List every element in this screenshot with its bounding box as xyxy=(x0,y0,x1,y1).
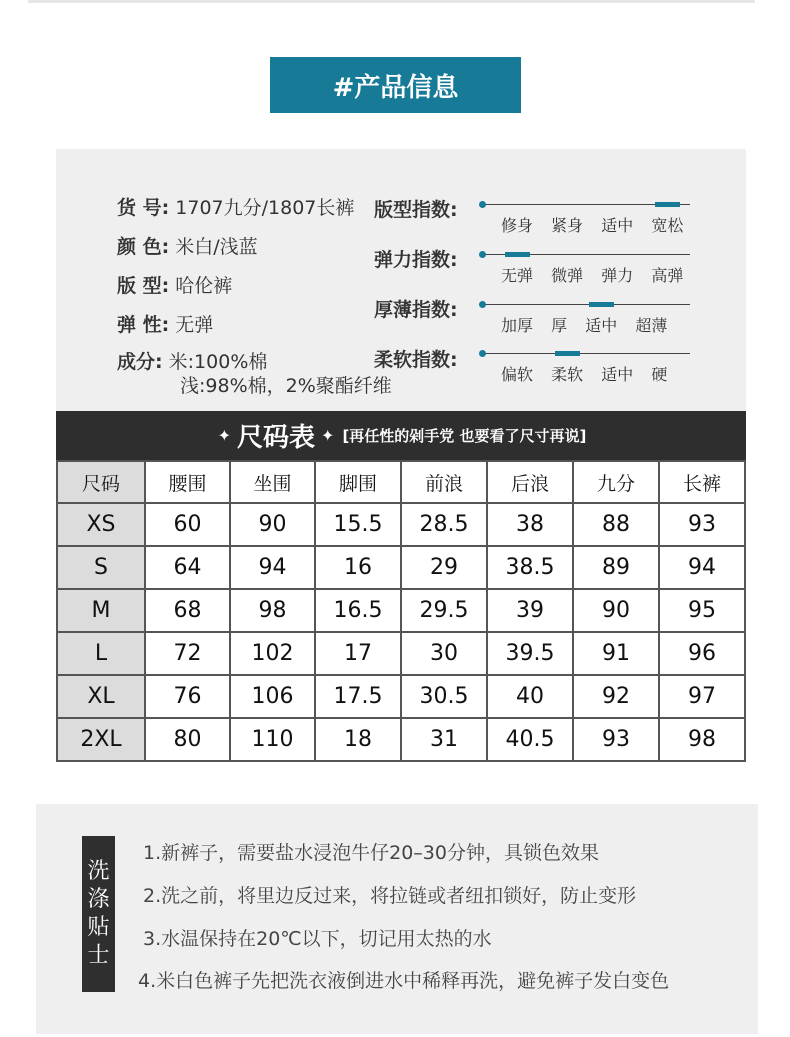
value-cell: 91 xyxy=(573,632,659,675)
care-tag-char: 涤 xyxy=(87,887,110,912)
size-cell: XS xyxy=(57,503,145,546)
scale-options xyxy=(501,362,680,385)
value-cell: 102 xyxy=(230,632,315,675)
scale-options xyxy=(501,213,696,236)
value-cell: 40.5 xyxy=(487,718,573,761)
value-cell: 30.5 xyxy=(401,675,487,718)
scale-option: 紧身 xyxy=(551,216,584,235)
scale-dot xyxy=(479,301,486,308)
scale-option: 弹力 xyxy=(601,266,634,285)
header-cell: 后浪 xyxy=(487,461,573,503)
header-cell: 九分 xyxy=(573,461,659,503)
scale-dot xyxy=(479,350,486,357)
header-cell: 前浪 xyxy=(401,461,487,503)
value-cell: 68 xyxy=(145,589,230,632)
header-cell: 脚围 xyxy=(315,461,401,503)
item-number-row xyxy=(117,193,354,220)
care-tag-char: 洗 xyxy=(87,859,110,884)
value-cell: 39.5 xyxy=(487,632,573,675)
value-cell: 38.5 xyxy=(487,546,573,589)
scale-option: 超薄 xyxy=(635,316,668,335)
value-cell: 31 xyxy=(401,718,487,761)
scale-option: 适中 xyxy=(601,365,634,384)
material-row xyxy=(117,347,267,374)
value-cell: 16.5 xyxy=(315,589,401,632)
value-cell: 94 xyxy=(230,546,315,589)
care-line: 2.洗之前，将里边反过来，将拉链或者纽扣锁好，防止变形 xyxy=(143,885,637,907)
value-cell: 98 xyxy=(659,718,745,761)
elastic-row xyxy=(117,310,213,337)
top-divider xyxy=(28,0,755,3)
table-row xyxy=(57,546,745,589)
value-cell: 16 xyxy=(315,546,401,589)
product-info-panel xyxy=(56,149,746,411)
size-chart-header xyxy=(56,411,746,460)
care-line: 4.米白色裤子先把洗衣液倒进水中稀释再洗，避免裤子发白变色 xyxy=(138,970,670,992)
value-cell: 93 xyxy=(573,718,659,761)
care-tag-char: 贴 xyxy=(87,915,110,940)
size-chart-title: 尺码表 xyxy=(237,423,316,453)
value-cell: 106 xyxy=(230,675,315,718)
value-cell: 80 xyxy=(145,718,230,761)
value-cell: 72 xyxy=(145,632,230,675)
item-number-label: 货 号: xyxy=(117,197,170,219)
softness-index-label: 柔软指数: xyxy=(374,349,458,371)
scale-option: 无弹 xyxy=(501,266,534,285)
header-cell: 坐围 xyxy=(230,461,315,503)
scale-option: 微弹 xyxy=(551,266,584,285)
care-tag-char: 士 xyxy=(87,943,110,968)
color-value: 米白/浅蓝 xyxy=(175,236,258,258)
scale-option: 高弹 xyxy=(651,266,684,285)
value-cell: 17.5 xyxy=(315,675,401,718)
elastic-value: 无弹 xyxy=(175,314,214,336)
care-line: 3.水温保持在20℃以下，切记用太热的水 xyxy=(143,928,492,950)
scale-marker xyxy=(555,351,580,356)
value-cell: 90 xyxy=(230,503,315,546)
size-cell: L xyxy=(57,632,145,675)
header-cell: 尺码 xyxy=(57,461,145,503)
scale-option: 硬 xyxy=(651,365,668,384)
scale-option: 柔软 xyxy=(551,365,584,384)
header-cell: 长裤 xyxy=(659,461,745,503)
value-cell: 30 xyxy=(401,632,487,675)
value-cell: 110 xyxy=(230,718,315,761)
fit-index-label: 版型指数: xyxy=(374,199,458,221)
value-cell: 15.5 xyxy=(315,503,401,546)
scale-option: 修身 xyxy=(501,216,534,235)
scale-marker xyxy=(505,252,530,257)
scale-option: 适中 xyxy=(601,216,634,235)
table-header-row xyxy=(57,461,745,503)
elastic-index-label: 弹力指数: xyxy=(374,249,458,271)
table-row xyxy=(57,675,745,718)
product-info-title: #产品信息 xyxy=(270,57,521,113)
sparkle-right-icon: ✦ xyxy=(321,426,335,445)
color-row xyxy=(117,232,258,259)
value-cell: 40 xyxy=(487,675,573,718)
size-cell: XL xyxy=(57,675,145,718)
scale-marker xyxy=(655,202,680,207)
value-cell: 94 xyxy=(659,546,745,589)
value-cell: 39 xyxy=(487,589,573,632)
elastic-label: 弹 性: xyxy=(117,314,170,336)
size-cell: 2XL xyxy=(57,718,145,761)
value-cell: 60 xyxy=(145,503,230,546)
scale-options xyxy=(501,313,680,336)
color-label: 颜 色: xyxy=(117,236,170,258)
table-row xyxy=(57,589,745,632)
value-cell: 17 xyxy=(315,632,401,675)
table-row xyxy=(57,632,745,675)
thickness-index-label: 厚薄指数: xyxy=(374,299,458,321)
value-cell: 96 xyxy=(659,632,745,675)
scale-option: 厚 xyxy=(551,316,568,335)
value-cell: 76 xyxy=(145,675,230,718)
value-cell: 38 xyxy=(487,503,573,546)
value-cell: 28.5 xyxy=(401,503,487,546)
value-cell: 89 xyxy=(573,546,659,589)
scale-options xyxy=(501,263,696,286)
value-cell: 97 xyxy=(659,675,745,718)
item-number-value: 1707九分/1807长裤 xyxy=(175,197,355,219)
value-cell: 29 xyxy=(401,546,487,589)
care-line: 1.新裤子，需要盐水浸泡牛仔20–30分钟，具锁色效果 xyxy=(143,842,599,864)
value-cell: 92 xyxy=(573,675,659,718)
value-cell: 95 xyxy=(659,589,745,632)
scale-line xyxy=(482,304,690,305)
scale-line xyxy=(482,353,690,354)
scale-option: 偏软 xyxy=(501,365,534,384)
style-value: 哈伦裤 xyxy=(175,275,233,297)
material-value-1: 米:100%棉 xyxy=(168,351,268,373)
scale-option: 适中 xyxy=(585,316,618,335)
value-cell: 64 xyxy=(145,546,230,589)
size-cell: S xyxy=(57,546,145,589)
table-row xyxy=(57,503,745,546)
scale-option: 宽松 xyxy=(651,216,684,235)
care-tips-tag xyxy=(82,836,115,992)
header-cell: 腰围 xyxy=(145,461,230,503)
value-cell: 90 xyxy=(573,589,659,632)
material-row-2 xyxy=(180,371,392,398)
size-chart-subtitle: [再任性的剁手党 也要看了尺寸再说] xyxy=(342,427,587,445)
value-cell: 18 xyxy=(315,718,401,761)
material-label: 成分: xyxy=(117,351,163,373)
scale-dot xyxy=(479,201,486,208)
scale-dot xyxy=(479,251,486,258)
style-row xyxy=(117,271,232,298)
value-cell: 29.5 xyxy=(401,589,487,632)
scale-option: 加厚 xyxy=(501,316,534,335)
scale-marker xyxy=(589,302,614,307)
table-row xyxy=(57,718,745,761)
size-table xyxy=(56,460,746,762)
size-cell: M xyxy=(57,589,145,632)
sparkle-left-icon: ✦ xyxy=(217,426,232,445)
material-value-2: 浅:98%棉，2%聚酯纤维 xyxy=(180,375,392,397)
style-label: 版 型: xyxy=(117,275,170,297)
value-cell: 98 xyxy=(230,589,315,632)
value-cell: 93 xyxy=(659,503,745,546)
value-cell: 88 xyxy=(573,503,659,546)
